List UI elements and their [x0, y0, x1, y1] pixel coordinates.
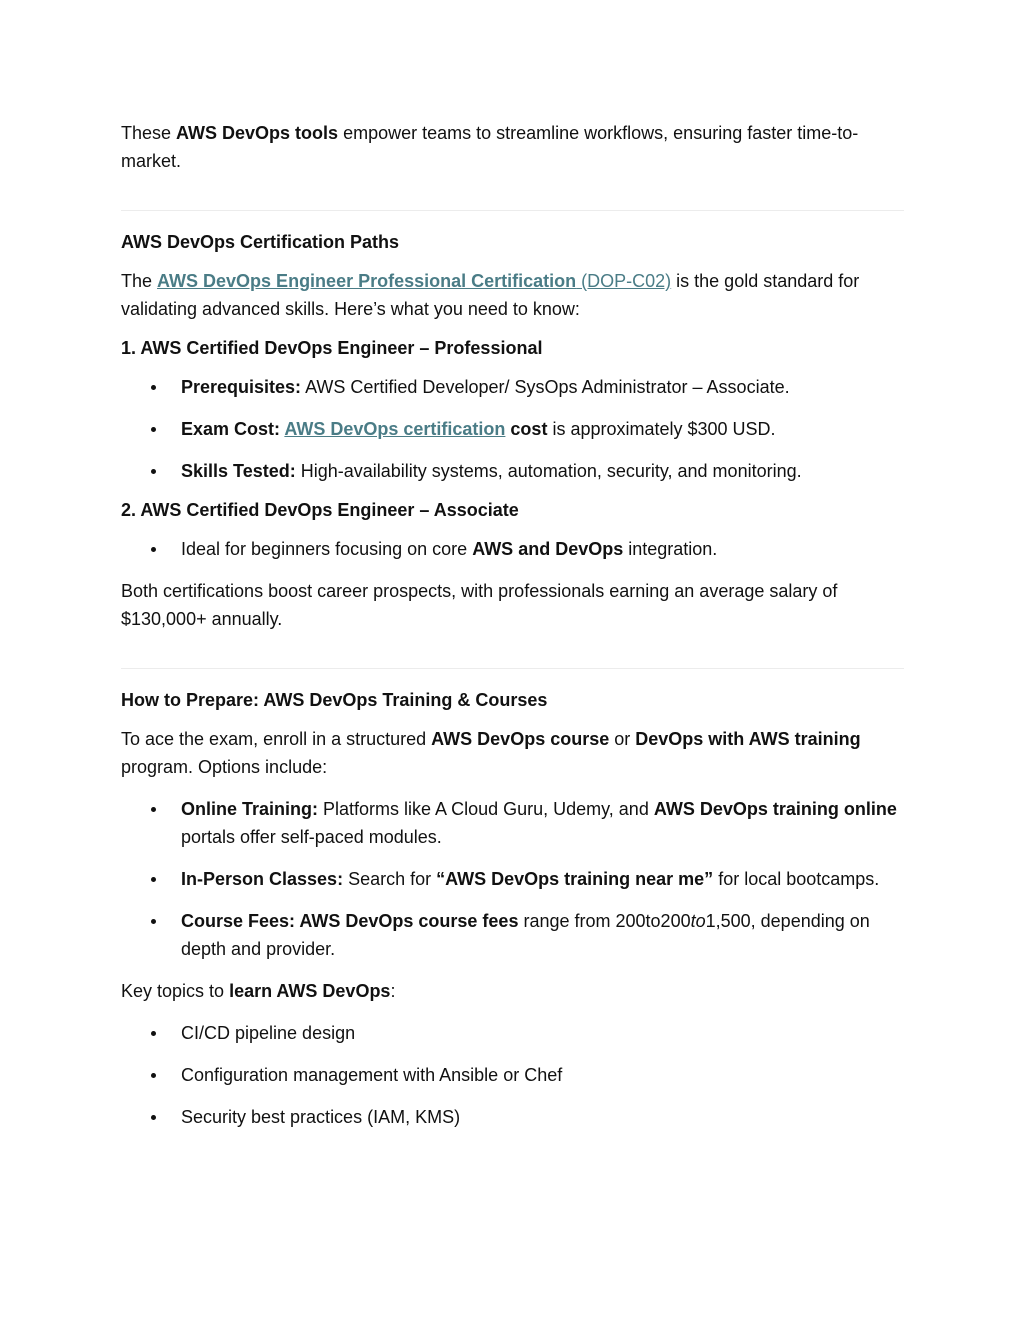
- section-divider: [121, 668, 904, 669]
- associate-bullet-list: [121, 535, 904, 563]
- intro-text-end: empower teams to streamline workflows, ensuring faster time-to-market.: [121, 123, 859, 171]
- cert-intro-paragraph: [121, 267, 904, 323]
- intro-bold: AWS DevOps tools: [176, 123, 339, 143]
- bullet-icon: [151, 1115, 156, 1120]
- list-item: [121, 907, 904, 963]
- skills-label: Skills Tested:: [181, 461, 296, 481]
- associate-bold: AWS and DevOps: [472, 539, 624, 559]
- fees-text: range from 200to200: [518, 911, 691, 931]
- topics-intro-paragraph: [121, 977, 904, 1005]
- list-item: [121, 1019, 904, 1047]
- cost-bold: cost: [505, 419, 548, 439]
- list-item: [121, 373, 904, 401]
- cert-code-link[interactable]: (DOP-C02): [576, 271, 672, 291]
- online-text: Platforms like A Cloud Guru, Udemy, and: [318, 799, 654, 819]
- prep-text: To ace the exam, enroll in a structured: [121, 729, 432, 749]
- topic-text: Configuration management with Ansible or Chef: [181, 1065, 563, 1085]
- prep-text-end: program. Options include:: [121, 757, 328, 777]
- cert-closing-paragraph: Both certifications boost career prospects, with professionals earning an average salary of $130,000+ annually.: [121, 581, 838, 629]
- prep-options-list: [121, 795, 904, 963]
- prep-intro-paragraph: [121, 725, 904, 781]
- cert-intro-text-end: is the gold standard for validating advanced skills. Here’s what you need to know:: [121, 271, 860, 319]
- inperson-text-end: for local bootcamps.: [713, 869, 880, 889]
- prep-bold-course: AWS DevOps course: [431, 729, 610, 749]
- topics-intro-colon: :: [390, 981, 396, 1001]
- topic-text: CI/CD pipeline design: [181, 1023, 356, 1043]
- fees-italic: to: [690, 911, 706, 931]
- list-item: [121, 415, 904, 443]
- list-item: [121, 1061, 904, 1089]
- inperson-bold: “AWS DevOps training near me”: [436, 869, 714, 889]
- topic-text: Security best practices (IAM, KMS): [181, 1107, 461, 1127]
- prereq-label: Prerequisites:: [181, 377, 302, 397]
- list-item: [121, 535, 904, 563]
- associate-text: Ideal for beginners focusing on core: [181, 539, 473, 559]
- list-item: [121, 795, 904, 851]
- prep-section-heading: How to Prepare: AWS DevOps Training & Courses: [121, 690, 548, 710]
- certification-cost-link[interactable]: AWS DevOps certification: [284, 419, 506, 439]
- topics-intro-bold: learn AWS DevOps: [229, 981, 391, 1001]
- document-page: [121, 119, 904, 1145]
- bullet-icon: [151, 877, 156, 882]
- bullet-icon: [151, 1073, 156, 1078]
- bullet-icon: [151, 1031, 156, 1036]
- professional-heading: 1. AWS Certified DevOps Engineer – Professional: [121, 338, 543, 358]
- online-text-end: portals offer self-paced modules.: [181, 827, 442, 847]
- online-label: Online Training:: [181, 799, 319, 819]
- professional-bullet-list: [121, 373, 904, 485]
- prep-text-or: or: [609, 729, 636, 749]
- online-bold: AWS DevOps training online: [653, 799, 897, 819]
- inperson-text: Search for: [343, 869, 437, 889]
- fees-label: Course Fees: AWS DevOps course fees: [181, 911, 519, 931]
- associate-text-end: integration.: [623, 539, 718, 559]
- cert-intro-text: The: [121, 271, 158, 291]
- prereq-text: AWS Certified Developer/ SysOps Administrator – Associate.: [301, 377, 790, 397]
- prep-bold-training: DevOps with AWS training: [635, 729, 861, 749]
- cert-professional-link[interactable]: AWS DevOps Engineer Professional Certification: [157, 271, 577, 291]
- intro-paragraph: [121, 119, 904, 175]
- bullet-icon: [151, 919, 156, 924]
- associate-heading: 2. AWS Certified DevOps Engineer – Associate: [121, 500, 519, 520]
- section-divider: [121, 210, 904, 211]
- list-item: [121, 1103, 904, 1131]
- bullet-icon: [151, 547, 156, 552]
- cert-section-heading: AWS DevOps Certification Paths: [121, 232, 400, 252]
- topics-intro-text: Key topics to: [121, 981, 230, 1001]
- topics-list: [121, 1019, 904, 1131]
- list-item: [121, 457, 904, 485]
- inperson-label: In-Person Classes:: [181, 869, 344, 889]
- skills-text: High-availability systems, automation, security, and monitoring.: [295, 461, 802, 481]
- bullet-icon: [151, 469, 156, 474]
- bullet-icon: [151, 385, 156, 390]
- list-item: [121, 865, 904, 893]
- bullet-icon: [151, 427, 156, 432]
- intro-text: These: [121, 123, 177, 143]
- cost-label: Exam Cost:: [181, 419, 285, 439]
- bullet-icon: [151, 807, 156, 812]
- cost-text: is approximately $300 USD.: [547, 419, 776, 439]
- fees-text-end: 1,500, depending on depth and provider.: [181, 911, 870, 959]
